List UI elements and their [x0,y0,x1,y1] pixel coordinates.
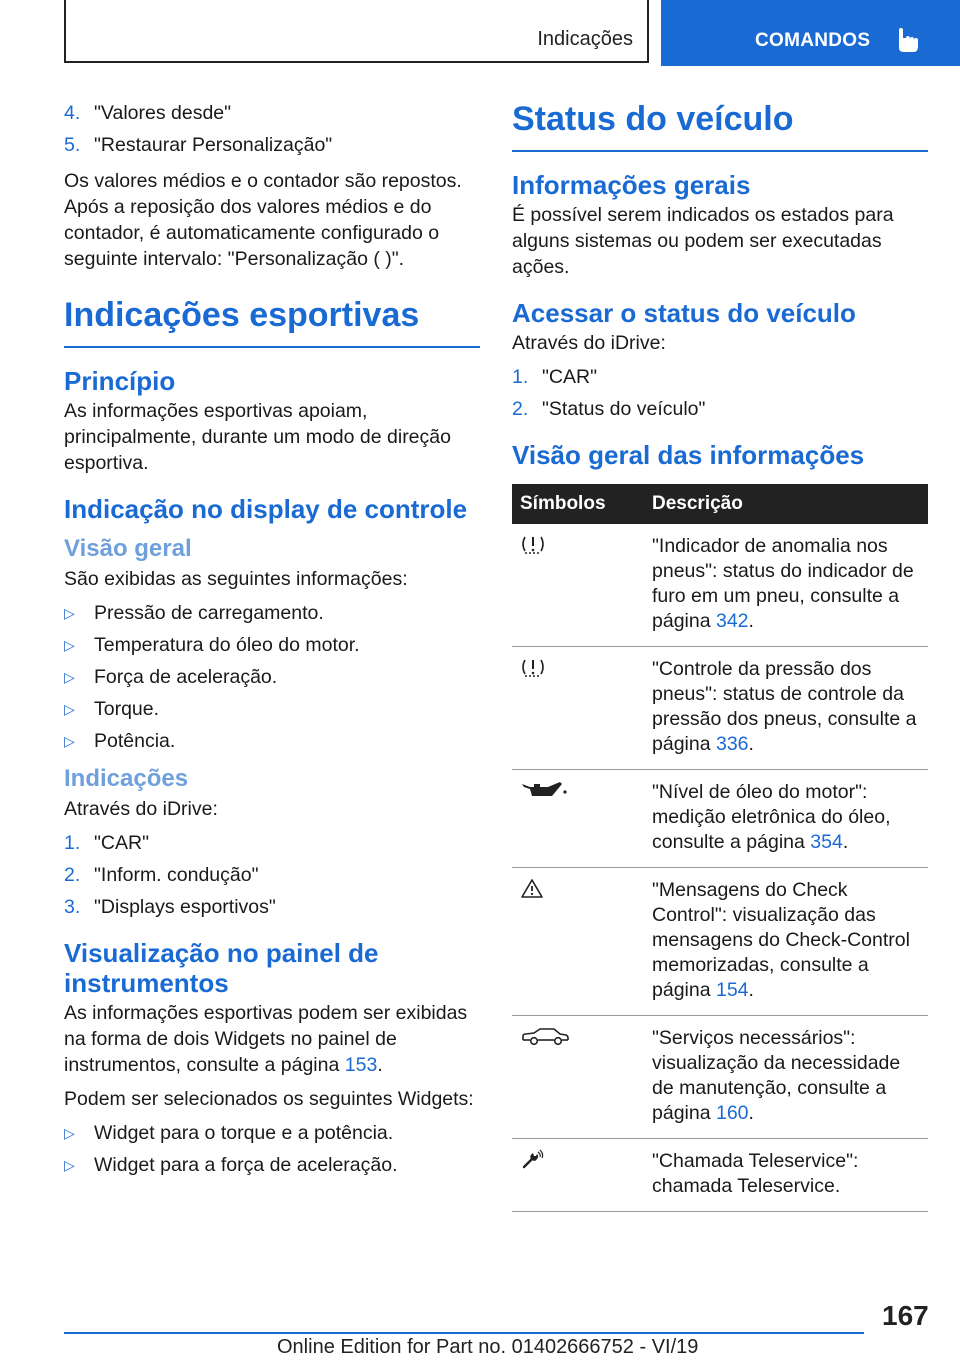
list-text: "Inform. condução" [94,864,259,886]
list-item [512,364,928,390]
oil-can-icon [520,780,568,802]
bullet-text: Temperatura do óleo do motor. [94,634,360,656]
visao-paragraph: São exibidas as seguintes informações: [64,568,408,590]
page-link[interactable]: 336 [715,733,749,755]
list-text: "CAR" [542,366,598,388]
list-text: "Valores desde" [94,102,232,124]
idrive-steps-list [64,830,480,920]
symbol-cell [512,1016,644,1139]
table-row [512,770,928,868]
page-link[interactable]: 154 [715,979,749,1001]
description-cell [644,647,928,770]
list-number: 1. [512,366,529,388]
list-item [512,396,928,422]
footer-divider [64,1332,864,1334]
list-number: 5. [64,134,81,156]
description-text: "Chamada Teleservice": chamada Teleservice. [652,1150,859,1197]
list-number: 2. [64,864,81,886]
page-number: 167 [882,1300,929,1331]
table-row [512,524,928,647]
header-section-label: Indicações [537,28,633,50]
symbol-cell [512,647,644,770]
bullet-triangle-icon: ▷ [64,605,75,621]
list-item [64,830,480,856]
heading-painel: Visualização no painel de instrumentos [64,938,379,998]
left-column [64,100,480,1188]
bullet-item [64,664,480,690]
heading-indicacoes: Indicações [64,765,189,792]
description-end: . [748,610,754,632]
symbols-table [512,484,928,1212]
bullet-text: Widget para o torque e a potência. [94,1122,394,1144]
page-link[interactable]: 160 [715,1102,749,1124]
description-text: "Indicador de anomalia nos pneus": status do indicador de furo em um pneu, consulte a página [652,535,914,632]
right-column [512,100,928,1212]
warning-triangle-icon [520,878,544,900]
list-item [64,100,480,126]
list-number: 3. [64,896,81,918]
header-chapter-tab [661,0,960,66]
list-item [64,862,480,888]
symbol-cell [512,770,644,868]
page-link[interactable]: 354 [810,831,843,853]
description-cell [644,524,928,647]
list-number: 2. [512,398,529,420]
list-text: "CAR" [94,832,150,854]
bullet-text: Torque. [94,698,160,720]
bullet-item [64,728,480,754]
symbol-cell [512,1139,644,1212]
description-cell [644,1016,928,1139]
bullet-triangle-icon: ▷ [64,733,75,749]
list-text: "Restaurar Personalização" [94,134,333,156]
painel-text: As informações esportivas podem ser exibidas na forma de dois Widgets no painel de instrumentos, consulte a página [64,1002,468,1076]
bullet-triangle-icon: ▷ [64,637,75,653]
principio-paragraph: As informações esportivas apoiam, principalmente, durante um modo de direção esportiva. [64,400,451,474]
description-cell [644,868,928,1016]
info-bullet-list [64,600,480,754]
symbol-cell [512,868,644,1016]
description-text: "Serviços necessários": visualização da necessidade de manutenção, consulte a página [652,1027,901,1124]
table-row [512,868,928,1016]
bullet-item [64,632,480,658]
heading-acessar-status: Acessar o status do veículo [512,298,856,328]
tire-warning-icon [520,534,546,556]
column-header-description: Descrição [644,484,928,524]
bullet-text: Força de aceleração. [94,666,278,688]
bullet-item [64,1152,480,1178]
bullet-item [64,600,480,626]
header-chapter-label: COMANDOS [755,30,871,51]
bullet-item [64,696,480,722]
bullet-triangle-icon: ▷ [64,1157,75,1173]
description-text: "Mensagens do Check Control": visualização das mensagens do Check-Control memorizadas, consulte a página [652,879,910,1001]
list-number: 1. [64,832,81,854]
page-link[interactable]: 342 [715,610,749,632]
status-steps-list [512,364,928,422]
hand-pointer-icon [896,26,920,54]
heading-informacoes-gerais: Informações gerais [512,170,751,200]
acesso-paragraph: Através do iDrive: [512,332,666,354]
symbol-cell [512,524,644,647]
list-number: 4. [64,102,81,124]
painel-text-end: . [377,1054,383,1076]
bullet-triangle-icon: ▷ [64,669,75,685]
info-paragraph: É possível serem indicados os estados para alguns sistemas ou podem ser executadas ações. [512,204,894,278]
bullet-item [64,1120,480,1146]
car-service-icon [520,1026,570,1048]
heading-principio: Princípio [64,366,176,396]
widgets-paragraph: Podem ser selecionados os seguintes Widgets: [64,1088,474,1110]
list-item [64,132,480,158]
list-text: "Status do veículo" [542,398,706,420]
table-header-row [512,484,928,524]
header-section-box [64,0,649,63]
list-item [64,894,480,920]
description-end: . [842,831,849,853]
section-title-status: Status do veículo [512,100,928,152]
heading-visao-geral: Visão geral [64,535,192,562]
page-link[interactable]: 153 [344,1054,378,1076]
widget-bullet-list [64,1120,480,1178]
description-end: . [748,1102,754,1124]
column-header-symbols: Símbolos [512,484,644,524]
table-row [512,1016,928,1139]
section-title-sport: Indicações esportivas [64,296,480,348]
heading-display: Indicação no display de controle [64,494,468,524]
description-end: . [748,733,754,755]
description-text: "Nível de óleo do motor": medição eletrônica do óleo, consulte a página [652,781,891,853]
bullet-triangle-icon: ▷ [64,1125,75,1141]
description-cell [644,1139,928,1212]
heading-visao-geral-info: Visão geral das informações [512,440,865,470]
description-end: . [748,979,754,1001]
bullet-text: Potência. [94,730,176,752]
page-header [0,0,960,66]
table-row [512,1139,928,1212]
painel-paragraph [64,1000,480,1078]
footer-edition: Online Edition for Part no. 01402666752 - VI/19 [277,1336,699,1358]
indicacoes-paragraph: Através do iDrive: [64,798,218,820]
table-row [512,647,928,770]
description-text: "Controle da pressão dos pneus": status de controle da pressão dos pneus, consulte a página [652,658,917,755]
bullet-text: Widget para a força de aceleração. [94,1154,398,1176]
list-text: "Displays esportivos" [94,896,276,918]
bullet-text: Pressão de carregamento. [94,602,324,624]
reset-paragraph: Os valores médios e o contador são repostos. Após a reposição dos valores médios e do contador, é automaticamente configurado o seguinte intervalo: "Personalização ( )". [64,170,462,270]
tire-pressure-icon [520,657,546,679]
bullet-triangle-icon: ▷ [64,701,75,717]
description-cell [644,770,928,868]
settings-list [64,100,480,158]
wrench-call-icon [520,1149,546,1171]
